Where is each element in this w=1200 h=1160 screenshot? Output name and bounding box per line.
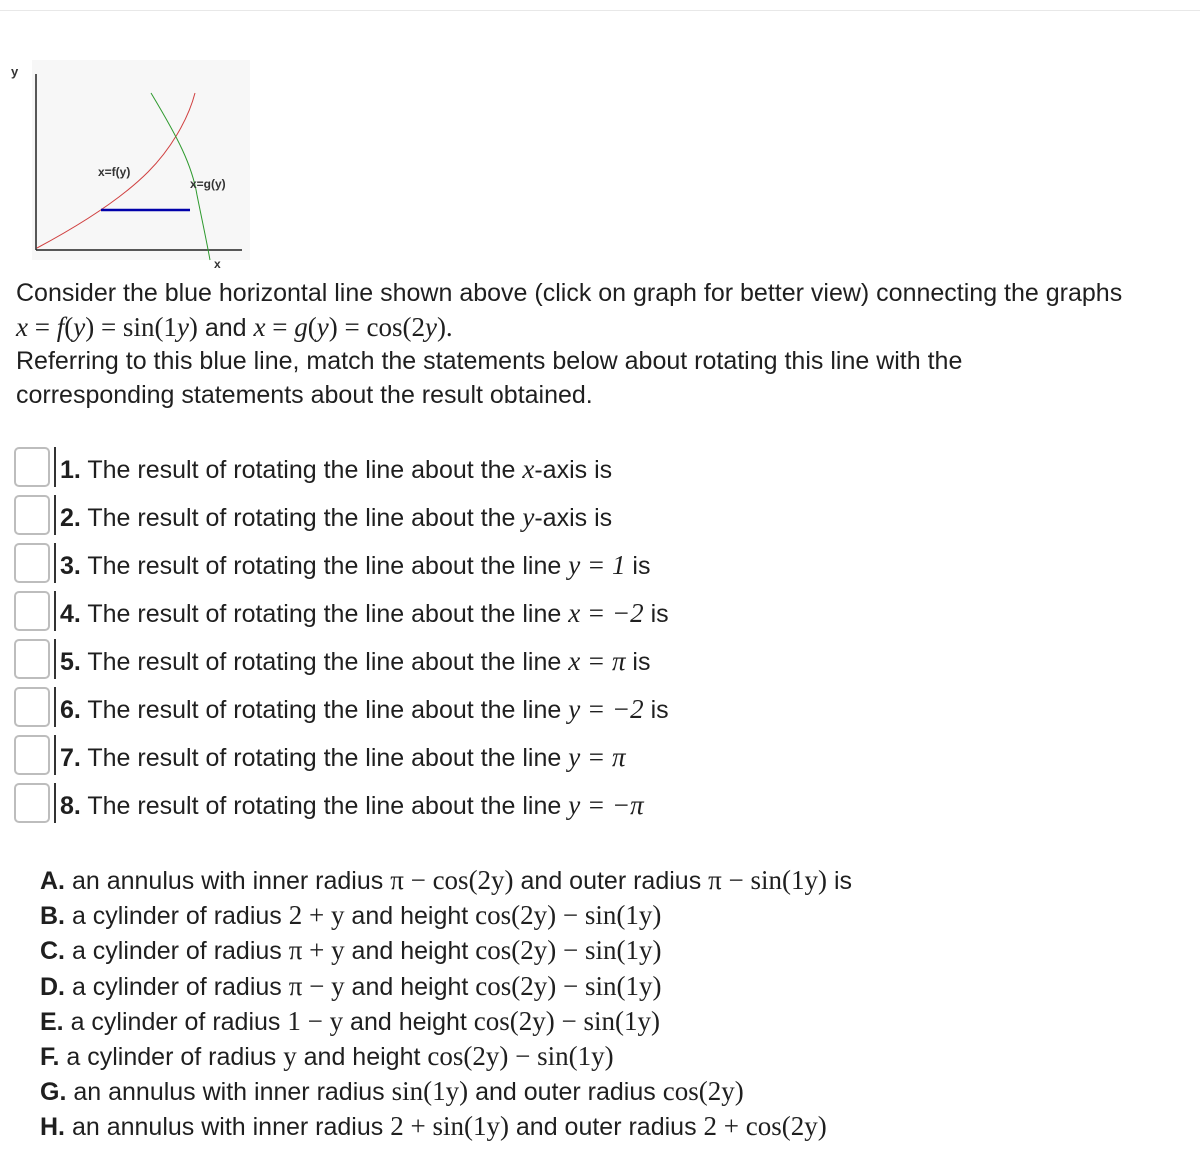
top-divider bbox=[0, 10, 1200, 11]
answer-input-8[interactable] bbox=[14, 783, 50, 823]
answer-option: G. an annulus with inner radius sin(1y) and outer radius cos(2y) bbox=[40, 1076, 744, 1107]
intro-line-2: x = f(y) = sin(1y) and x = g(y) = cos(2y). bbox=[16, 312, 453, 342]
question-text: 1. The result of rotating the line about the x-axis is bbox=[54, 447, 612, 487]
answer-options bbox=[40, 863, 852, 1145]
f-curve-label: x=f(y) bbox=[98, 165, 131, 179]
answer-input-1[interactable] bbox=[14, 447, 50, 487]
g-curve-label: x=g(y) bbox=[190, 177, 226, 191]
question-text: 6. The result of rotating the line about the line y = −2 is bbox=[54, 687, 669, 727]
intro-line-4: corresponding statements about the result obtained. bbox=[16, 381, 593, 409]
x-axis-label: x bbox=[214, 257, 221, 271]
intro-and: and bbox=[204, 314, 247, 342]
answer-input-4[interactable] bbox=[14, 591, 50, 631]
answer-option: F. a cylinder of radius y and height cos(2y) − sin(1y) bbox=[40, 1040, 614, 1071]
question-text: 7. The result of rotating the line about the line y = π bbox=[54, 735, 625, 775]
answer-option: H. an annulus with inner radius 2 + sin(1y) and outer radius 2 + cos(2y) bbox=[40, 1111, 827, 1142]
answer-input-2[interactable] bbox=[14, 495, 50, 535]
question-text: 2. The result of rotating the line about the y-axis is bbox=[54, 495, 612, 535]
question-text: 3. The result of rotating the line about the line y = 1 is bbox=[54, 543, 650, 583]
intro-line-1: Consider the blue horizontal line shown above (click on graph for better view) connecting the graphs bbox=[16, 279, 1123, 307]
y-axis-label: y bbox=[11, 64, 19, 79]
answer-input-6[interactable] bbox=[14, 687, 50, 727]
answer-input-5[interactable] bbox=[14, 639, 50, 679]
answer-input-3[interactable] bbox=[14, 543, 50, 583]
answer-option: E. a cylinder of radius 1 − y and height cos(2y) − sin(1y) bbox=[40, 1005, 660, 1036]
question-text: 4. The result of rotating the line about the line x = −2 is bbox=[54, 591, 669, 631]
question-text: 8. The result of rotating the line about the line y = −π bbox=[54, 783, 644, 823]
answer-option: D. a cylinder of radius π − y and height cos(2y) − sin(1y) bbox=[40, 970, 662, 1001]
answer-option: C. a cylinder of radius π + y and height cos(2y) − sin(1y) bbox=[40, 935, 662, 966]
intro-line-3: Referring to this blue line, match the statements below about rotating this line with the bbox=[16, 347, 963, 375]
question-text: 5. The result of rotating the line about the line x = π is bbox=[54, 639, 650, 679]
answer-option: A. an annulus with inner radius π − cos(2y) and outer radius π − sin(1y) is bbox=[40, 865, 853, 895]
graph-plot-area bbox=[32, 60, 250, 260]
answer-option: B. a cylinder of radius 2 + y and height cos(2y) − sin(1y) bbox=[40, 900, 662, 931]
graph-image[interactable] bbox=[10, 60, 255, 275]
answer-input-7[interactable] bbox=[14, 735, 50, 775]
